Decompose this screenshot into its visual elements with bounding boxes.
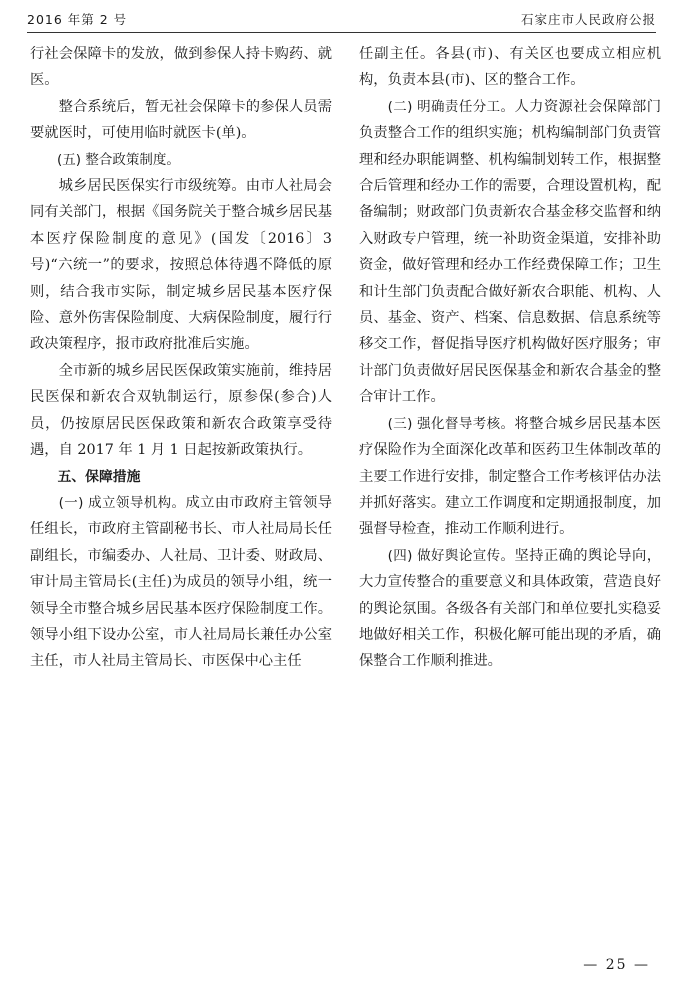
paragraph [359, 411, 661, 543]
left-column [30, 41, 332, 675]
paragraph-body: 坚持正确的舆论导向，大力宣传整合的重要意义和具体政策，营造良好的舆论氛围。各级各有关部门和单位要扎实稳妥地做好相关工作，积极化解可能出现的矛盾，确保整合工作顺利推进。 [359, 547, 662, 670]
right-column [359, 41, 661, 675]
paragraph: 城乡居民医保实行市级统筹。由市人社局会同有关部门，根据《国务院关于整合城乡居民基本医疗保险制度的意见》(国发〔2016〕3号)“六统一”的要求，按照总体待遇不降低的原则，结合我市实际，制定城乡居民基本医疗保险、意外伤害保险制度、大病保险制度，履行行政决策程序，报市政府批准后实施。 [30, 178, 332, 353]
paragraph: 全市新的城乡居民医保政策实施前，维持居民医保和新农合双轨制运行，原参保(参合)人员，仍按原居民医保政策和新农合政策享受待遇，自 2017 年 1 月 1 日起按新政策执行。 [30, 362, 332, 459]
paragraph-body: 人力资源社会保障部门负责整合工作的组织实施；机构编制部门负责管理和经办职能调整、机构编制划转工作，根据整合后管理和经办工作的需要，合理设置机构，配备编制；财政部门负责新农合基金移交监督和纳入财政专户管理，统一补助资金渠道，安排补助资金，做好管理和经办工作经费保障工作；卫生和计生部门负责配合做好新农合职能、机构、人员、基金、资产、档案、信息数据、信息系统等移交工作，督促指导医疗机构做好医疗服务；审计部门负责做好居民医保基金和新农合基金的整合审计工作。 [359, 98, 662, 406]
paragraph [30, 490, 332, 675]
subsection-heading: (一) 成立领导机构。 [58, 494, 186, 511]
paragraph: 行社会保障卡的发放，做到参保人持卡购药、就医。 [30, 46, 332, 89]
paragraph-body: 将整合城乡居民基本医疗保险作为全面深化改革和医药卫生体制改革的主要工作进行安排，制定整合工作考核评估办法并抓好落实。建立工作调度和定期通报制度，加强督导检查，推动工作顺利进行。 [359, 415, 662, 538]
paragraph: 整合系统后，暂无社会保障卡的参保人员需要就医时，可使用临时就医卡(单)。 [30, 98, 332, 142]
issue-label: 2016 年第 2 号 [27, 12, 128, 27]
subsection-heading: (四) 做好舆论宣传。 [387, 547, 515, 564]
paragraph: 任副主任。各县(市)、有关区也要成立相应机构，负责本县(市)、区的整合工作。 [359, 46, 661, 89]
page-number: — 25 — [583, 957, 650, 973]
publication-title: 石家庄市人民政府公报 [520, 12, 656, 27]
subsection-heading: (二) 明确责任分工。 [387, 98, 515, 115]
subsection-heading: (三) 强化督导考核。 [387, 415, 515, 432]
paragraph [359, 94, 661, 411]
paragraph [359, 543, 661, 675]
section-heading: 五、保障措施 [57, 468, 141, 485]
paragraph-body: 成立由市政府主管领导任组长，市政府主管副秘书长、市人社局局长任副组长，市编委办、人社局、卫计委、财政局、审计局主管局长(主任)为成员的领导小组，统一领导全市整合城乡居民基本医疗保险制度工作。领导小组下设办公室，市人社局局长兼任办公室主任，市人社局主管局长、市医保中心主任 [30, 494, 333, 670]
subsection-heading: (五) 整合政策制度。 [57, 151, 180, 168]
page-header [27, 8, 656, 33]
